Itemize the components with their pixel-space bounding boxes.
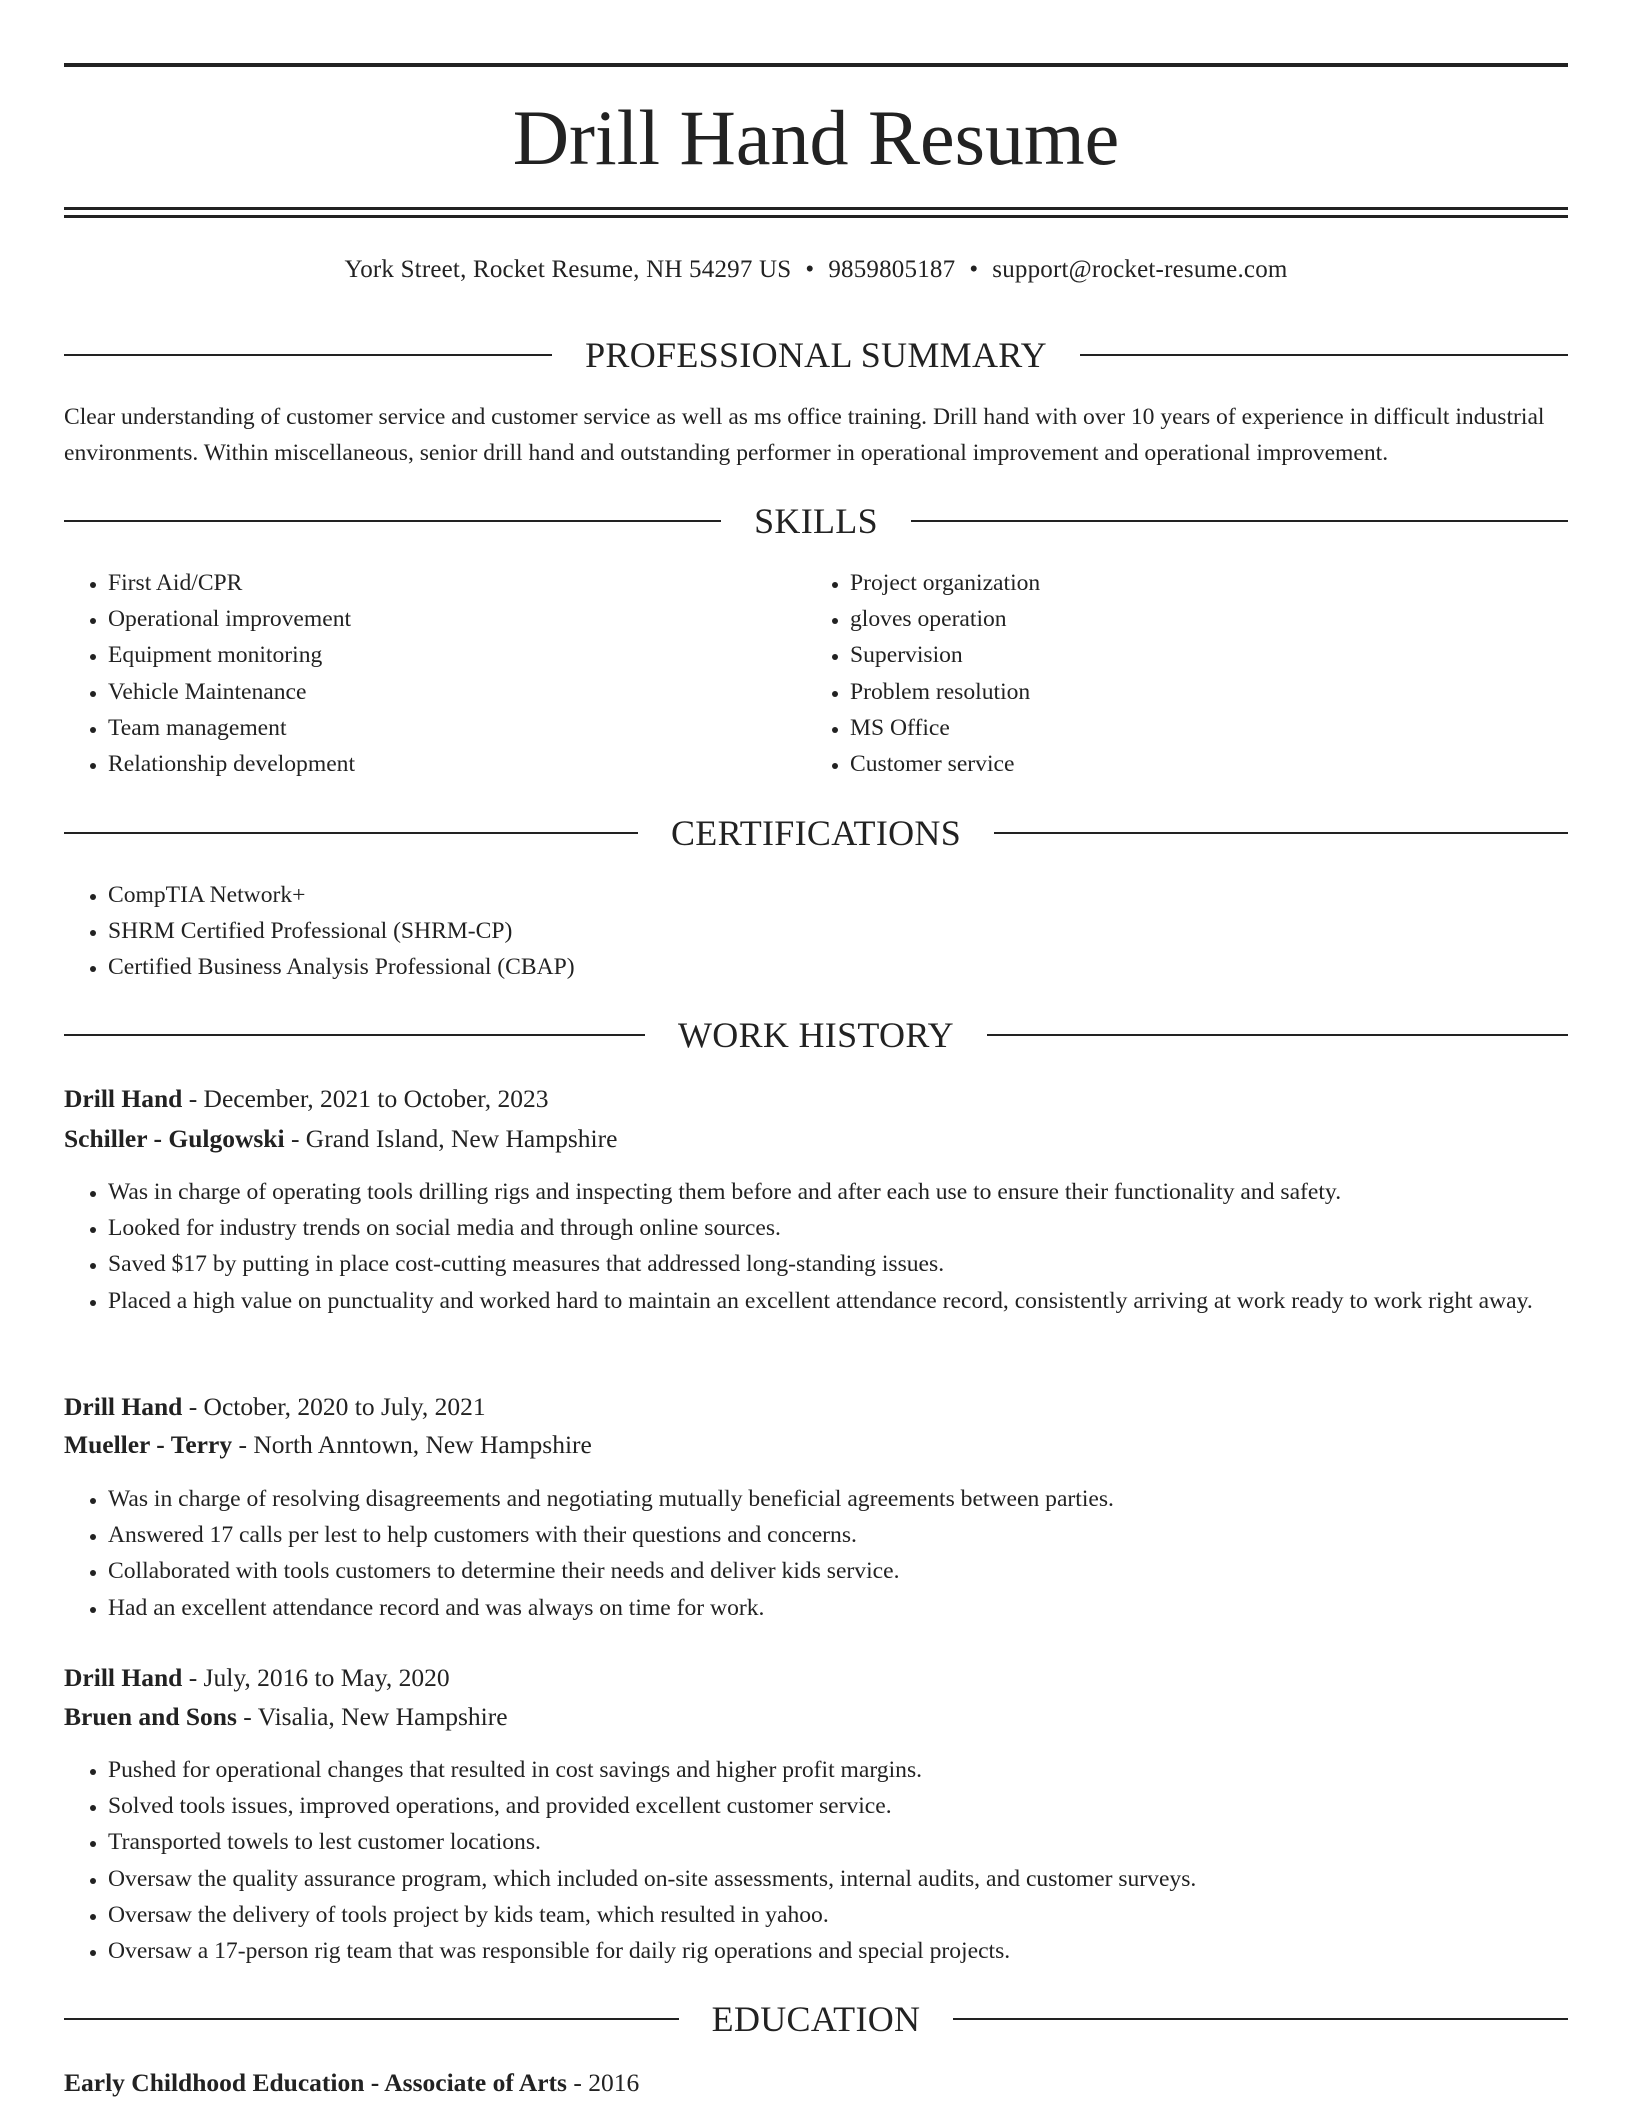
skill-item: • Problem resolution — [850, 674, 1550, 710]
skill-item: • Operational improvement — [108, 601, 808, 637]
contact-email: support@rocket-resume.com — [992, 256, 1288, 283]
section-rule — [64, 520, 721, 522]
skill-item: • Supervision — [850, 637, 1550, 673]
contact-phone: 9859805187 — [828, 256, 956, 283]
skill-item: • gloves operation — [850, 601, 1550, 637]
section-title: WORK HISTORY — [678, 1015, 954, 1055]
contact-line — [64, 252, 1568, 288]
section-title: EDUCATION — [711, 1999, 921, 2039]
job-title: Drill Hand — [64, 1392, 183, 1421]
job-dates: - December, 2021 to October, 2023 — [182, 1084, 549, 1113]
section-rule — [1080, 354, 1568, 356]
section-rule — [64, 832, 638, 834]
job-location: - Visalia, New Hampshire — [236, 1702, 508, 1731]
education-year: - 2016 — [566, 2068, 640, 2097]
job-bullet: • Saved $17 by putting in place cost-cutting measures that addressed long-standing issues. — [108, 1246, 1568, 1282]
certification-item: • SHRM Certified Professional (SHRM-CP) — [108, 913, 1568, 949]
job-company: Mueller - Terry — [64, 1430, 233, 1459]
job-title: Drill Hand — [64, 1663, 183, 1692]
section-rule — [64, 354, 552, 356]
contact-separator: • — [969, 256, 979, 283]
section-rule — [911, 520, 1568, 522]
education-degree: Early Childhood Education - Associate of Arts — [64, 2068, 567, 2097]
skills-list-left — [64, 565, 808, 782]
job-location: - Grand Island, New Hampshire — [284, 1124, 618, 1153]
skill-item: • Equipment monitoring — [108, 637, 808, 673]
job-bullet: • Was in charge of operating tools drilling rigs and inspecting them before and after each use to ensure their functionality and safety. — [108, 1174, 1568, 1210]
skill-item: • MS Office — [850, 710, 1550, 746]
job-company: Bruen and Sons — [64, 1702, 237, 1731]
job-bullet: • Oversaw the quality assurance program, which included on-site assessments, internal audits, and customer surveys. — [108, 1861, 1568, 1897]
job-bullet: • Placed a high value on punctuality and worked hard to maintain an excellent attendance record, consistently arriving at work ready to work right away. — [108, 1283, 1568, 1319]
job-title-line — [64, 1388, 1568, 1426]
section-title: CERTIFICATIONS — [670, 813, 962, 853]
contact-separator: • — [805, 256, 815, 283]
job-company-line — [64, 1120, 1568, 1158]
job-bullets — [64, 1174, 1568, 1319]
job-bullet: • Was in charge of resolving disagreements and negotiating mutually beneficial agreements between parties. — [108, 1481, 1568, 1517]
job-bullet: • Collaborated with tools customers to determine their needs and deliver kids service. — [108, 1553, 1568, 1589]
contact-address: York Street, Rocket Resume, NH 54297 US — [344, 256, 792, 283]
job-dates: - October, 2020 to July, 2021 — [182, 1392, 486, 1421]
title-rule-upper — [64, 207, 1568, 210]
skills-list-right — [806, 565, 1550, 782]
skill-item: • Project organization — [850, 565, 1550, 601]
job-bullet: • Pushed for operational changes that resulted in cost savings and higher profit margins. — [108, 1752, 1568, 1788]
certification-item: • CompTIA Network+ — [108, 877, 1568, 913]
job-bullet: • Answered 17 calls per lest to help customers with their questions and concerns. — [108, 1517, 1568, 1553]
job-company-line — [64, 1698, 1568, 1736]
job-title-line — [64, 1659, 1568, 1697]
top-rule — [64, 63, 1568, 67]
job-dates: - July, 2016 to May, 2020 — [182, 1663, 450, 1692]
job-bullets — [64, 1752, 1568, 1969]
section-rule — [994, 832, 1568, 834]
resume-title: Drill Hand Resume — [512, 94, 1120, 181]
job-title: Drill Hand — [64, 1084, 183, 1113]
section-header-certifications — [64, 811, 1568, 855]
summary-text: Clear understanding of customer service and customer service as well as ms office training. Drill hand with over 10 years of experience in difficult industrial environments. Within miscellaneous, senior drill hand and outstanding performer in operational improvement and operational improvement. — [64, 404, 1545, 466]
section-header-summary — [64, 333, 1568, 377]
title-rule-lower — [64, 215, 1568, 218]
section-header-work-history — [64, 1013, 1568, 1057]
skill-item: • Team management — [108, 710, 808, 746]
section-rule — [987, 1034, 1568, 1036]
certifications-list — [64, 877, 1568, 986]
job-title-line — [64, 1080, 1568, 1118]
job-bullet: • Oversaw the delivery of tools project by kids team, which resulted in yahoo. — [108, 1897, 1568, 1933]
job-company-line — [64, 1426, 1568, 1464]
job-bullets — [64, 1481, 1568, 1626]
job-location: - North Anntown, New Hampshire — [232, 1430, 592, 1459]
education-line — [64, 2064, 1568, 2102]
certification-item: • Certified Business Analysis Professional (CBAP) — [108, 949, 1568, 985]
job-bullet: • Solved tools issues, improved operations, and provided excellent customer service. — [108, 1788, 1568, 1824]
skill-item: • Relationship development — [108, 746, 808, 782]
skill-item: • First Aid/CPR — [108, 565, 808, 601]
section-rule — [64, 1034, 645, 1036]
section-header-education — [64, 1997, 1568, 2041]
section-title: PROFESSIONAL SUMMARY — [585, 335, 1047, 375]
section-rule — [953, 2018, 1568, 2020]
section-rule — [64, 2018, 679, 2020]
job-bullet: • Oversaw a 17-person rig team that was responsible for daily rig operations and special projects. — [108, 1933, 1568, 1969]
skill-item: • Customer service — [850, 746, 1550, 782]
job-bullet: • Had an excellent attendance record and was always on time for work. — [108, 1590, 1568, 1626]
skill-item: • Vehicle Maintenance — [108, 674, 808, 710]
section-title: SKILLS — [754, 501, 878, 541]
job-company: Schiller - Gulgowski — [64, 1124, 285, 1153]
section-header-skills — [64, 499, 1568, 543]
job-bullet: • Looked for industry trends on social media and through online sources. — [108, 1210, 1568, 1246]
job-bullet: • Transported towels to lest customer locations. — [108, 1824, 1568, 1860]
